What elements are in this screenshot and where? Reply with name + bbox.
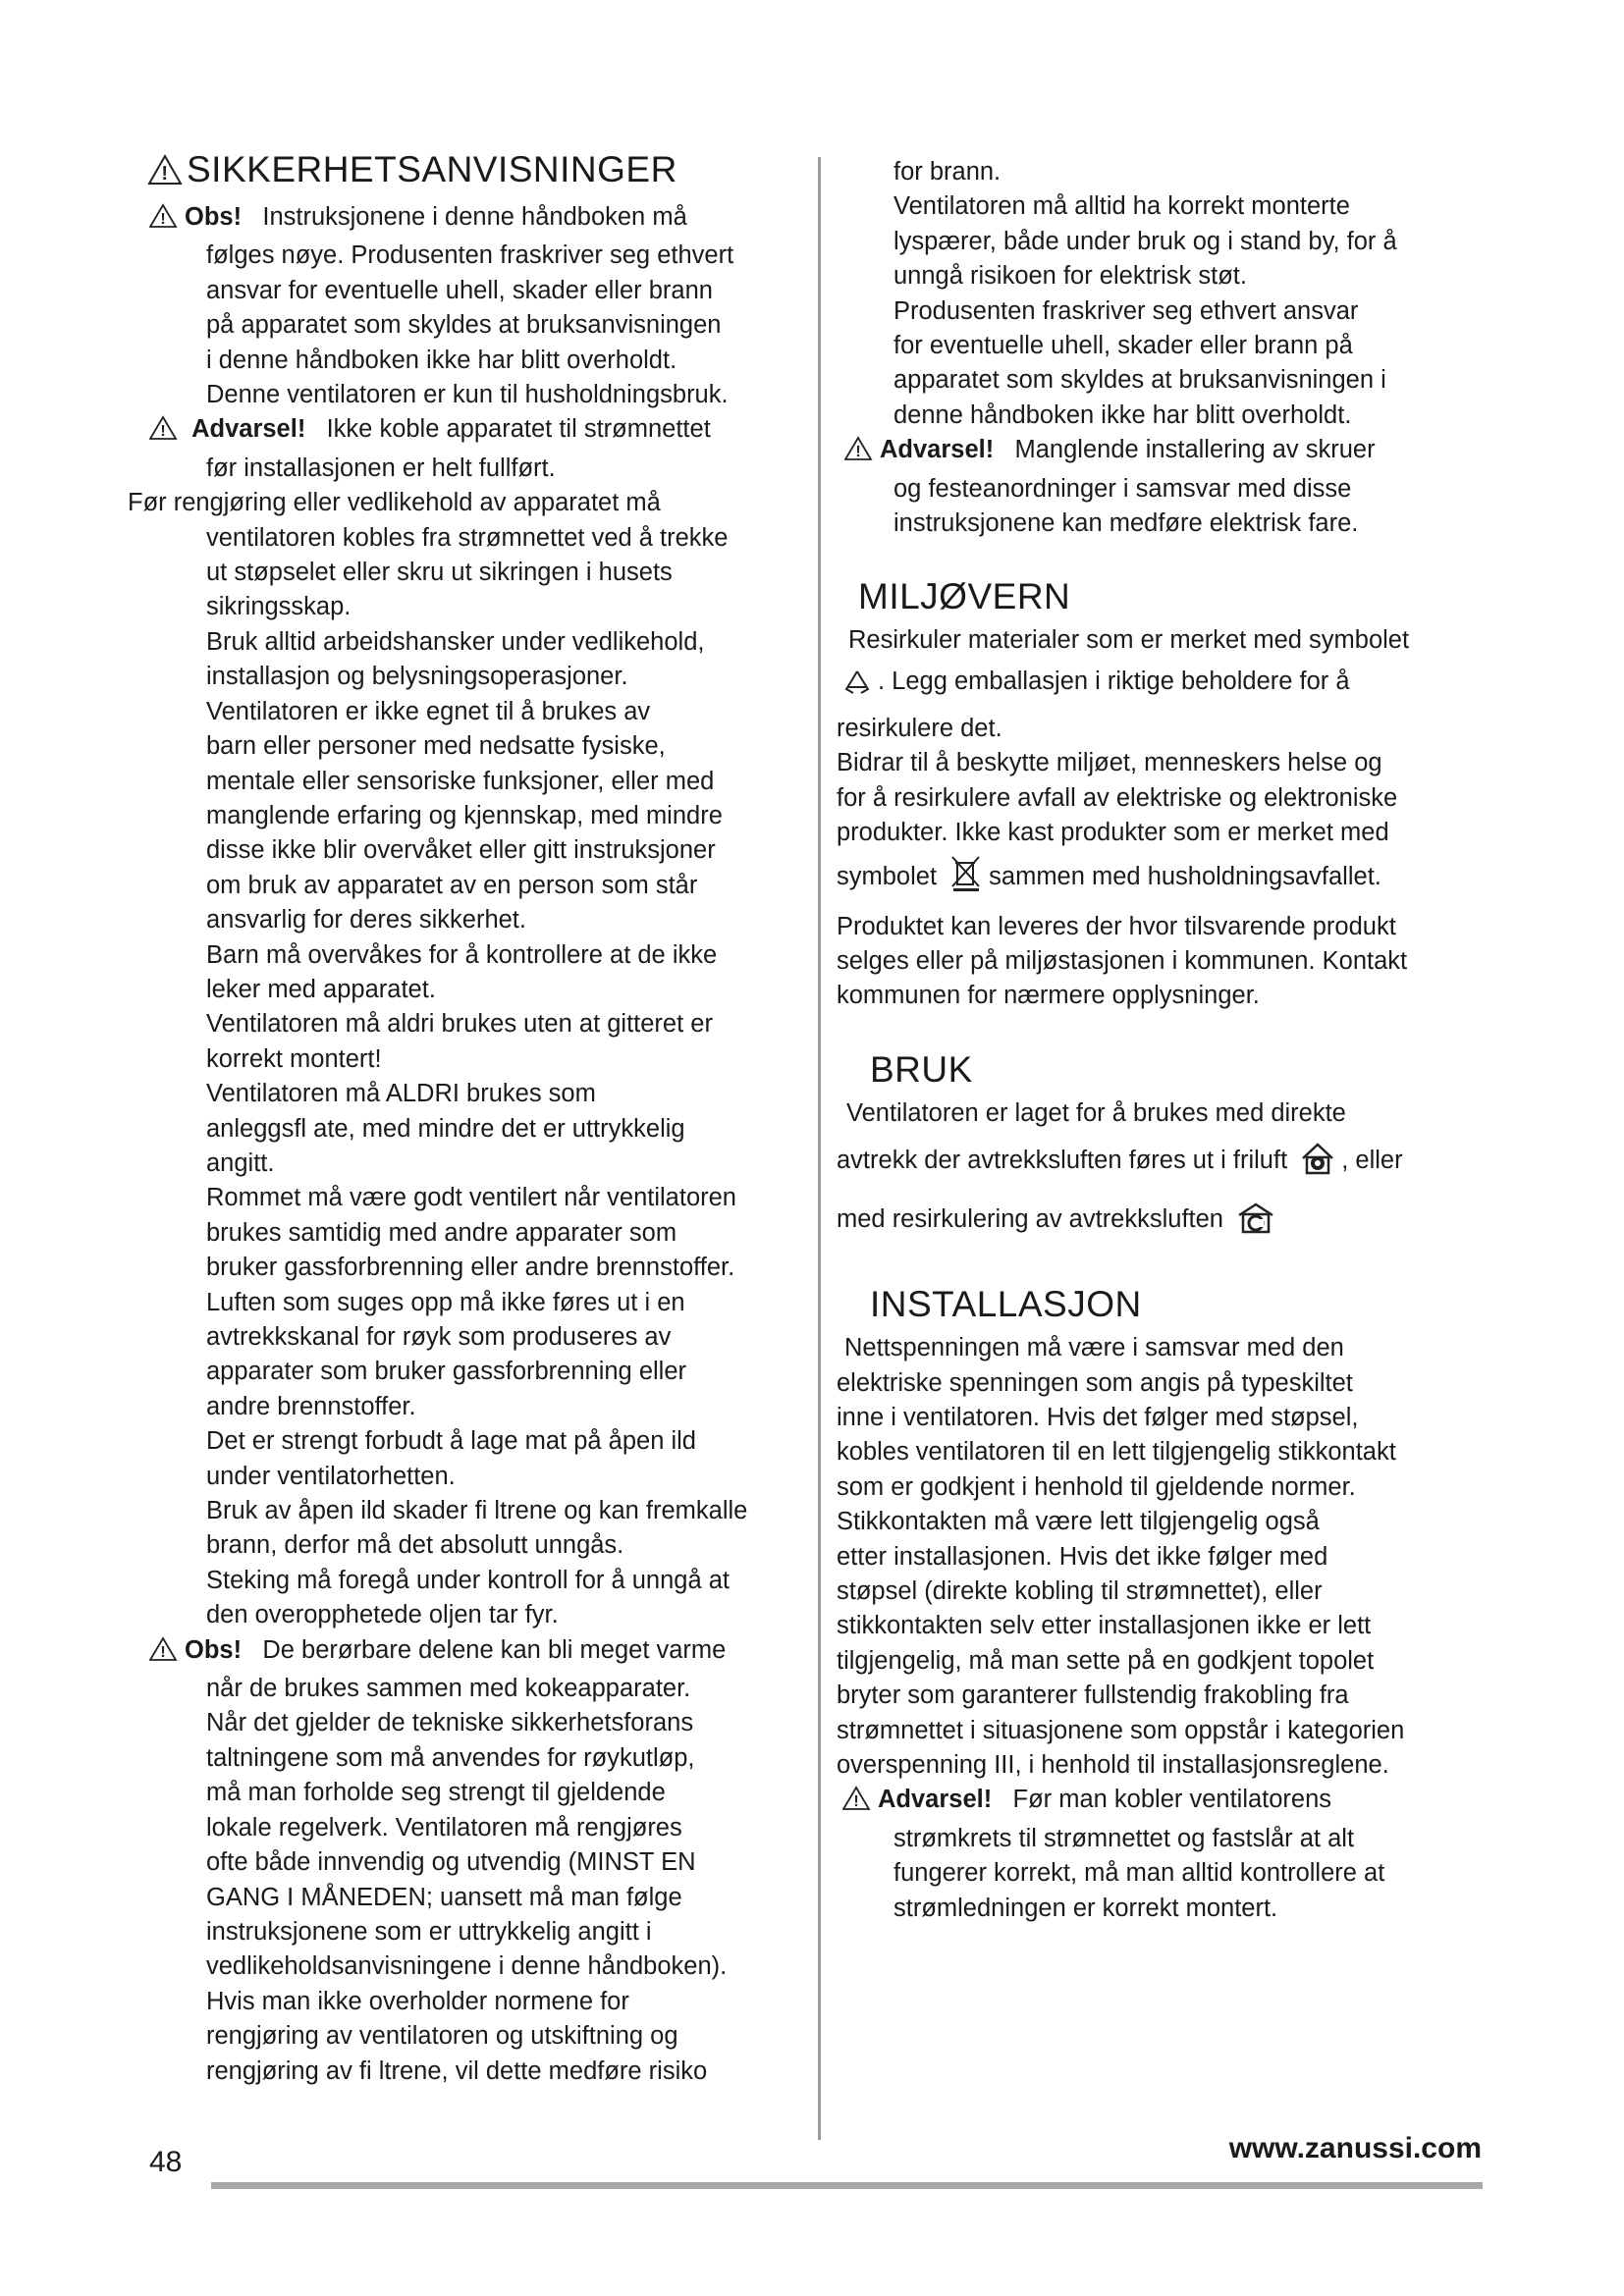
left-column (128, 147, 817, 2089)
adv2-lines: og festeanordninger i samsvar med disse instruksjonene kan medføre elektrisk fare. (893, 474, 1359, 538)
miljo-recycle-line: . Legg emballasjen i riktige beholdere for å (837, 659, 1485, 712)
svg-text:!: ! (160, 423, 166, 441)
warning-icon (149, 415, 181, 451)
adv1-first: ! Advarsel! Ikke koble apparatet til strømnettet (149, 412, 817, 451)
bruk-exhaust-line: avtrekk der avtrekksluften føres ut i friluft , eller (837, 1131, 1485, 1198)
obs2-first: ! Obs! De berørbare delene kan bli meget varme (149, 1633, 817, 1672)
warning-icon (844, 436, 876, 471)
miljo-weee-line: symbolet sammen med husholdningsavfallet. (837, 851, 1485, 910)
exhaust-mode-icon (1300, 1139, 1335, 1198)
bruk-recirc-line: med resirkulering av avtrekksluften (837, 1198, 1485, 1249)
svg-text:!: ! (855, 444, 861, 461)
warning-icon (842, 1786, 874, 1821)
footer-rule (211, 2182, 1483, 2189)
adv3-lines: strømkrets til strømnettet og fastslår at alt fungerer korrekt, må man alltid kontrollere at strømledningen er korrekt montert. (893, 1824, 1385, 1922)
warning-icon (147, 151, 183, 196)
website-link[interactable]: www.zanussi.com (1228, 2132, 1482, 2164)
body1-first: Før rengjøring eller vedlikehold av apparatet må (128, 489, 661, 517)
heading-miljovern: MILJØVERN (858, 576, 1071, 617)
warning-icon (149, 1636, 181, 1672)
svg-text:!: ! (853, 1793, 859, 1811)
svg-text:!: ! (160, 211, 166, 228)
body1-lines: ventilatoren kobles fra strømnettet ved å trekke ut støpselet eller skru ut sikringen i husets sikringsskap. Bruk alltid arbeidshansker under vedlikehold, installasjon og belysningsoperasjoner. Ventilatoren er ikke egnet til å brukes av barn eller personer med nedsatte fysiske, mentale eller sensoriske funksjoner, eller med manglende erfaring og kjennskap, med mindre disse ikke blir overvåket eller gitt instruksjoner om bruk av apparatet av en person som står ansvarlig for deres sikkerhet. Barn må overvåkes for å kontrollere at de ikke leker med apparatet. Ventilatoren må aldri brukes uten at gitteret er korrekt montert! Ventilatoren må ALDRI brukes som anleggsfl ate, med mindre det er uttrykkelig angitt. Rommet må være godt ventilert når ventilatoren brukes samtidig med andre apparater som bruker gassforbrenning eller andre brennstoffer. Luften som suges opp må ikke føres ut i en avtrekkskanal for røyk som produseres av apparater som bruker gassforbrenning eller andre brennstoffer. Det er strengt forbudt å lage mat på åpen ild under ventilatorhetten. Bruk av åpen ild skader fi ltrene og kan fremkalle brann, derfor må det absolutt unngås. Steking må foregå under kontroll for å unngå at den overopphetede oljen tar fyr. (206, 523, 748, 1629)
obs2-lines: når de brukes sammen med kokeapparater. Når det gjelder de tekniske sikkerhetsforans taltningene som må anvendes for røykutløp, må man forholde seg strengt til gjeldende lokale regelverk. Ventilatoren må rengjøres ofte både innvendig og utvendig (MINST EN GANG I MÅNEDEN; uansett må man følge instruksjonene som er uttrykkelig angitt i vedlikeholdsanvisningene i denne håndboken). Hvis man ikke overholder normene for rengjøring av ventilatoren og utskiftning og rengjøring av fi ltrene, vil dette medføre risiko (206, 1675, 728, 2085)
svg-text:!: ! (161, 163, 169, 185)
svg-text:!: ! (160, 1643, 166, 1661)
install-lines: Nettspenningen må være i samsvar med den elektriske spenningen som angis på typeskiltet inne i ventilatoren. Hvis det følger med støpsel, kobles ventilatoren til en lett tilgjengelig stikkontakt som er godkjent i henhold til gjeldende normer. Stikkontakten må være lett tilgjengelig også etter installasjonen. Hvis det ikke følger med støpsel (direkte kobling til strømnettet), eller stikkontakten selv etter installasjonen ikke er lett tilgjengelig, må man sette på en godkjent topolet bryter som garanterer fullstendig frakobling fra strømnettet i situasjonene som oppstår i kategorien overspenning III, i henhold til installasjonsreglene. (837, 1334, 1405, 1779)
column-divider (818, 157, 821, 2140)
right-continuation: for brann. Ventilatoren må alltid ha korrekt monterte lyspærer, både under bruk og i stand by, for å unngå risikoen for elektrisk støt. Produsenten fraskriver seg ethvert ansvar for eventuelle uhell, skader eller brann på apparatet som skyldes at bruksanvisningen i denne håndboken ikke har blitt overholdt. (893, 158, 1397, 429)
warning-icon (149, 203, 181, 239)
recycle-icon (842, 667, 872, 712)
heading-installasjon: INSTALLASJON (870, 1284, 1142, 1325)
right-column: for brann. Ventilatoren må alltid ha korrekt monterte lyspærer, både under bruk og i stand by, for å unngå risikoen for elektrisk støt. Produsenten fraskriver seg ethvert ansvar for eventuelle uhell, skader eller brann på apparatet som skyldes at bruksanvisningen i denne håndboken ikke har blitt overholdt. ! Advarsel! Manglende installering av skruer og festeanordninger i samsvar med disse instruksjonene kan medføre elektrisk fare. MILJØVERN Resirkuler materialer som er merket med symbolet . Legg emballasjen i riktige beholdere for å resirkulere det. Bidrar til å beskytte miljøet, menneskers helse og for å resirkulere avfall av elektriske og elektroniske produkter. Ikke kast produkter som er merket med symbolet sammen med husholdningsavfallet. Produktet kan leveres der hvor tilsvarende produkt selges eller på miljøstasjonen i kommunen. Kontakt kommunen for nærmere opplysninger. BRUK Ventilatoren er laget for å brukes med direkte avtrekk der avtrekksluften føres ut i friluft , eller med resirkulering av avtrekksluften INSTALLASJON Nettspenningen må være i samsvar med den elektriske spenningen som angis på typeskiltet inne i ventilatoren. Hvis det følger med støpsel, kobles ventilatoren til en lett tilgjengelig stikkontakt som er godkjent i henhold til gjeldende normer. Stikkontakten må være lett tilgjengelig også etter installasjonen. Hvis det ikke følger med støpsel (direkte kobling til strømnettet), eller stikkontakten selv etter installasjonen ikke er lett tilgjengelig, må man sette på en godkjent topolet bryter som garanterer fullstendig frakobling fra strømnettet i situasjonene som oppstår i kategorien overspenning III, i henhold til installasjonsreglene. ! Advarsel! Før man kobler ventilatorens strømkrets til strømnettet og fastslår at alt fungerer korrekt, må man alltid kontrollere at strømledningen er korrekt montert. (837, 155, 1485, 1926)
page-number: 48 (149, 2146, 183, 2178)
recirculation-mode-icon (1236, 1201, 1275, 1249)
heading-bruk: BRUK (870, 1048, 973, 1090)
adv1-lines: før installasjonen er helt fullført. (206, 454, 556, 482)
heading-safety: ! SIKKERHETSANVISNINGER (147, 147, 817, 196)
obs1-lines: følges nøye. Produsenten fraskriver seg ethvert ansvar for eventuelle uhell, skader eller brann på apparatet som skyldes at bruksanvisningen i denne håndboken ikke har blitt overholdt. Denne ventilatoren er kun til husholdningsbruk. (206, 241, 734, 409)
adv3-first: ! Advarsel! Før man kobler ventilatorens (837, 1783, 1485, 1821)
crossed-bin-icon (949, 853, 983, 910)
adv2-first: ! Advarsel! Manglende installering av skruer (837, 433, 1485, 471)
obs1-first: ! Obs! Instruksjonene i denne håndboken må (149, 200, 817, 239)
